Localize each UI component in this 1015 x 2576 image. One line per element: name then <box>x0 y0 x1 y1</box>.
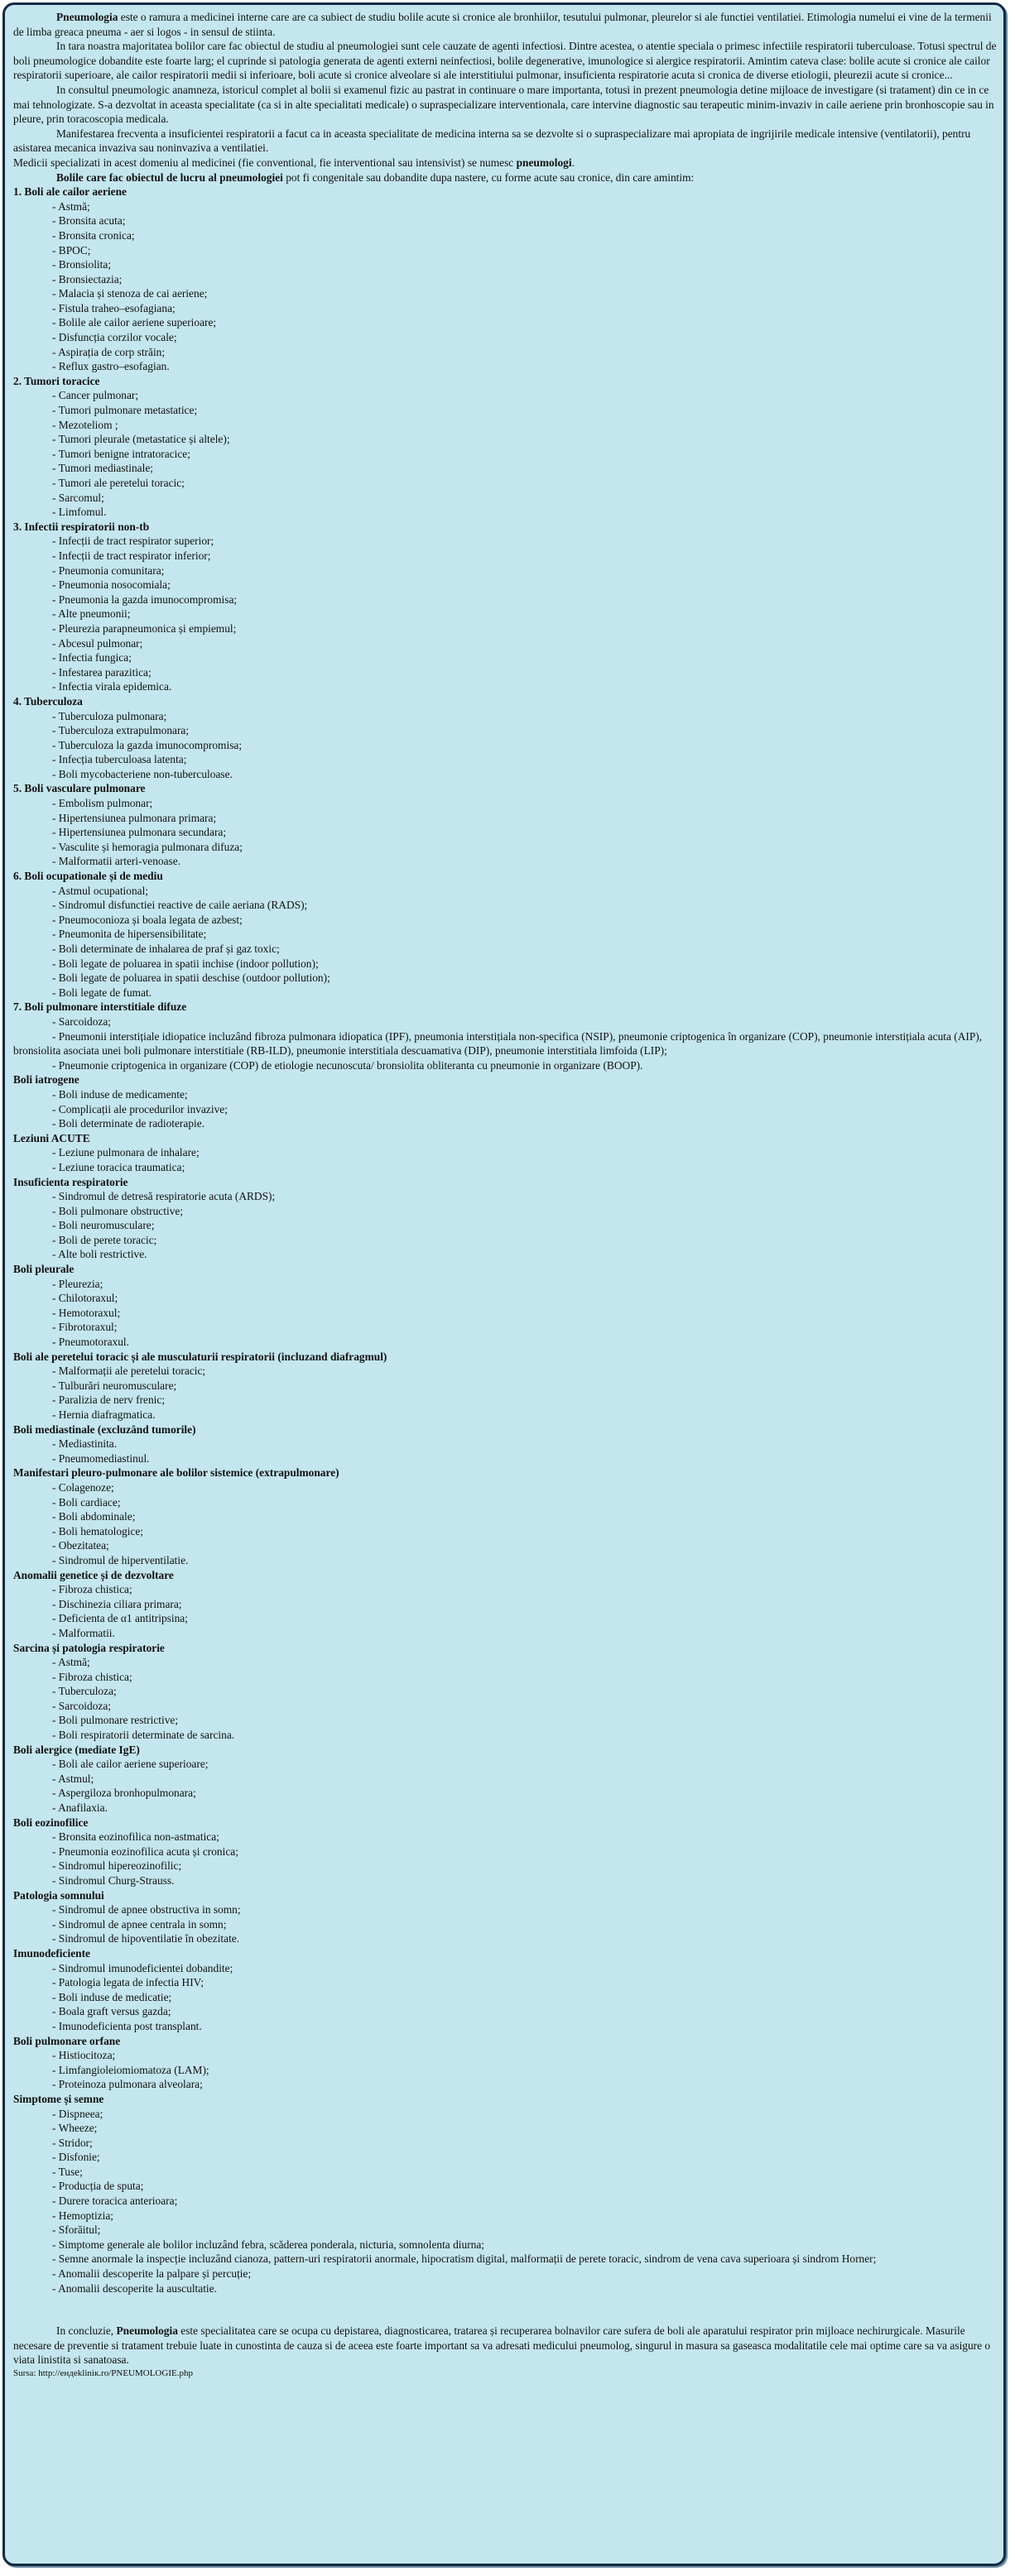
list-item: - Tumori pleurale (metastatice și altele); <box>52 433 230 446</box>
list-item: - Proteinoza pulmonara alveolara; <box>52 2078 203 2091</box>
disease-section <box>13 1888 997 1946</box>
intro-paragraph-4: Manifestarea frecventa a insuficientei respiratorii a facut ca in aceasta specialitate de medicina interna sa se dezvolte si o supraspecializare mai apropiata de ingrijirile medicale intensive (ventilatorii), pentru asistarea mecanica invaziva sau noninvaziva a ventilatiei. <box>13 127 971 155</box>
list-item: - Boli pulmonare restrictive; <box>52 1714 179 1727</box>
section-heading: Boli iatrogene <box>13 1073 79 1087</box>
list-item: - Sindromul de apnee centrala in somn; <box>52 1917 227 1931</box>
intro-paragraph-6 <box>13 170 997 185</box>
list-item: - Reflux gastro–esofagian. <box>52 360 170 373</box>
list-item: - Fibroza chistica; <box>52 1670 132 1683</box>
disease-list <box>13 1480 997 1568</box>
list-item: - Anafilaxia. <box>52 1801 108 1815</box>
list-item: - Alte boli restrictive. <box>52 1248 147 1261</box>
disease-section <box>13 1422 997 1466</box>
list-item: - Malformatii. <box>52 1626 115 1639</box>
intro-paragraph-1 <box>13 10 997 39</box>
list-item: - Boli neuromusculare; <box>52 1219 155 1232</box>
list-item: - Boli ale cailor aeriene superioare; <box>52 1758 209 1771</box>
disease-list <box>13 1277 997 1350</box>
disease-section <box>13 374 997 520</box>
list-item: - Fibrotoraxul; <box>52 1321 118 1334</box>
disease-list <box>13 1757 997 1815</box>
disease-list <box>13 884 997 1000</box>
list-item: - Astmă; <box>52 199 90 213</box>
list-item: - Boli determinate de radioterapie. <box>52 1117 205 1130</box>
list-item: - Imunodeficienta post transplant. <box>52 2019 202 2032</box>
list-item: - Anomalii descoperite la auscultatie. <box>52 2281 217 2295</box>
list-item: - Complicații ale procedurilor invazive; <box>52 1102 228 1115</box>
disease-section <box>13 1816 997 1888</box>
list-item: - Hemoptizia; <box>52 2209 113 2222</box>
intro-paragraph-3: In consultul pneumologic anamneza, istoricul complet al bolii si examenul fizic au pastrat in continuare o mare importanta, totusi in prezent pneumologia detine mijloace de investigare (si tratament) din ce in ce mai tehnologizate. S-a dezvoltat in aceasta specialitate (ca si in alte specialitati medicale) o supraspecializare interventionala, care intervine diagnostic sau terapeutic minim-invaziv in caile aeriene prin bronhoscopie sau in pleure, prin toracoscopia medicala. <box>13 83 994 126</box>
list-item: - Infectia fungica; <box>52 651 132 664</box>
list-item: - Infecția tuberculoasa latenta; <box>52 753 187 766</box>
section-heading: Manifestari pleuro-pulmonare ale bolilor sistemice (extrapulmonare) <box>13 1466 339 1480</box>
intro-text-1: este o ramura a medicinei interne care are ca subiect de studiu bolile acute si cronice ale bronhiilor, tesutului pulmonar, pleurelor si ale functiei ventilatiei. Etimologia numelui ei vine de la termenii de limba greaca pneuma - aer si logos - in sensul de stiinta. <box>13 11 992 38</box>
list-item: - Boli induse de medicamente; <box>52 1087 188 1101</box>
diseases-lead-in: Bolile care fac obiectul de lucru al pneumologiei <box>56 170 283 184</box>
disease-list <box>13 709 997 782</box>
list-item: - Infestarea parazitica; <box>52 665 152 679</box>
list-item: - Tumori pulmonare metastatice; <box>52 404 198 417</box>
disease-section <box>13 1946 997 2034</box>
list-item: - Tulburări neuromusculare; <box>52 1379 177 1392</box>
section-heading: 1. Boli ale cailor aeriene <box>13 185 127 199</box>
list-item: - Sindromul de hiperventilatie. <box>52 1553 189 1566</box>
list-item: - Boli respiratorii determinate de sarcina. <box>52 1729 235 1742</box>
section-heading: Imunodeficiente <box>13 1946 90 1960</box>
disease-section <box>13 1131 997 1175</box>
term-pneumologi: pneumologi <box>516 156 572 169</box>
disease-list <box>13 2107 997 2296</box>
list-item: - Limfomul. <box>52 506 107 519</box>
list-item: - Boala graft versus gazda; <box>52 2005 171 2018</box>
section-heading: Boli pulmonare orfane <box>13 2034 121 2047</box>
section-heading: Simptome și semne <box>13 2092 104 2105</box>
section-heading: Boli pleurale <box>13 1263 75 1276</box>
section-heading: Boli ale peretelui toracic și ale musculaturii respiratorii (incluzand diafragmul) <box>13 1350 387 1363</box>
intro-paragraph-2: In tara noastra majoritatea bolilor care fac obiectul de studiu al pneumologiei sunt cele cauzate de agenti infectiosi. Dintre acestea, o atentie speciala o primesc infectiile respiratorii tuberculoase. Totusi spectrul de boli pneumologice dobandite este foarte larg; el cuprinde si patologia generata de agenti externi neinfectiosi, bolile degenerative, imunologice si alergice respiratorii. Amintim cateva clase: bolile acute si cronice ale cailor respiratorii superioare, ale cailor respiratorii medii si inferioare, boli acute si cronice alveolare si ale interstitiului pulmonar, insuficienta respiratorie acuta si cronica de diverse etiologii, pleurezii acute si cronice... <box>13 40 997 82</box>
disease-list <box>13 1655 997 1743</box>
list-item: - Vasculite și hemoragia pulmonara difuza; <box>52 840 243 853</box>
disease-list <box>13 1830 997 1888</box>
list-item: - Boli de perete toracic; <box>52 1233 157 1246</box>
disease-section <box>13 1465 997 1567</box>
list-item: - Aspirația de corp străin; <box>52 345 166 358</box>
list-item: - Mezoteliom ; <box>52 418 118 431</box>
list-item: - Bronsita acuta; <box>52 214 126 228</box>
list-item: - Malacia și stenoza de cai aeriene; <box>52 287 208 300</box>
disease-list <box>13 1582 997 1640</box>
list-item: - Tumori benigne intratoracice; <box>52 447 190 460</box>
disease-list <box>13 2048 997 2092</box>
list-item: - Wheeze; <box>52 2122 98 2135</box>
list-item: - Histiocitoza; <box>52 2049 116 2062</box>
list-item: - Bolile ale cailor aeriene superioare; <box>52 316 217 329</box>
list-item: - Tuberculoza la gazda imunocompromisa; <box>52 738 243 751</box>
list-item: - Malformații ale peretelui toracic; <box>52 1365 206 1378</box>
list-item: - Pneumonia eozinofilica acuta și cronica; <box>52 1844 238 1858</box>
disease-list <box>13 1902 997 1946</box>
list-item: - Pneumonia nosocomiala; <box>52 578 171 592</box>
list-item: - Boli abdominale; <box>52 1510 136 1523</box>
list-item: - Simptome generale ale bolilor incluzând febra, scăderea ponderala, nicturia, somnolenta diurna; <box>52 2238 485 2251</box>
list-item: - Boli hematologice; <box>52 1524 144 1537</box>
list-item: - Hipertensiunea pulmonara secundara; <box>52 826 227 839</box>
disease-section <box>13 520 997 694</box>
list-item: - Tuse; <box>52 2165 83 2178</box>
disease-list <box>13 388 997 519</box>
list-item: - Pleurezia parapneumonica și empiemul; <box>52 621 237 635</box>
list-item: - Fibroza chistica; <box>52 1583 132 1596</box>
list-item: - Boli mycobacteriene non-tuberculoase. <box>52 767 233 780</box>
list-item: - Disfonie; <box>52 2151 100 2164</box>
list-item: - Boli determinate de inhalarea de praf și gaz toxic; <box>52 943 280 955</box>
disease-section <box>13 1072 997 1130</box>
list-item: - Pneumonia comunitara; <box>52 564 165 577</box>
list-item: - Infecții de tract respirator superior; <box>52 535 214 548</box>
list-item: - Pneumonita de hipersensibilitate; <box>52 928 207 941</box>
disease-section <box>13 185 997 374</box>
section-heading: Boli mediastinale (excluzând tumorile) <box>13 1422 196 1436</box>
term-pneumologia-conclusion: Pneumologia <box>116 2324 178 2338</box>
section-heading: 7. Boli pulmonare interstitiale difuze <box>13 1000 187 1014</box>
list-item: - Boli legate de poluarea in spatii deschise (outdoor pollution); <box>52 971 330 985</box>
conclusion-text-start: In concluzie, <box>56 2324 117 2338</box>
disease-list <box>13 1087 997 1131</box>
section-heading: Insuficienta respiratorie <box>13 1175 128 1188</box>
disease-list <box>13 534 997 694</box>
section-heading: 3. Infectii respiratorii non-tb <box>13 520 150 533</box>
list-item: - Embolism pulmonar; <box>52 797 153 810</box>
list-item: - Pneumomediastinul. <box>52 1451 150 1465</box>
list-item: - Pneumotoraxul. <box>52 1336 129 1349</box>
section-heading: Anomalii genetice și de dezvoltare <box>13 1568 174 1581</box>
disease-section <box>13 694 997 782</box>
list-item: - Tumori ale peretelui toracic; <box>52 477 185 489</box>
list-item: - Obezitatea; <box>52 1539 109 1552</box>
disease-section <box>13 869 997 1000</box>
list-item: - Tumori mediastinale; <box>52 462 153 475</box>
list-item: - Pleurezia; <box>52 1277 103 1290</box>
list-item: - Astmul; <box>52 1772 94 1785</box>
disease-section <box>13 1000 997 1072</box>
list-item: - Sindromul disfunctiei reactive de caile aeriana (RADS); <box>52 899 308 912</box>
disease-section <box>13 2034 997 2092</box>
list-item: - Sindromul de detresă respiratorie acuta (ARDS); <box>52 1190 276 1203</box>
list-item: - Sarcoidoza; <box>52 1699 112 1712</box>
list-item: - Producția de sputa; <box>52 2180 144 2193</box>
disease-list <box>13 1189 997 1262</box>
disease-section <box>13 2092 997 2295</box>
disease-list <box>13 1961 997 2034</box>
disease-section <box>13 1743 997 1816</box>
list-item: - Semne anormale la inspecție incluzând cianoza, pattern-uri respiratorii anormale, hipocratism digital, malformații de perete toracic, sindrom de vena cava superioara și sindrom Horner; <box>52 2252 877 2266</box>
list-item: - Durere toracica anterioara; <box>52 2195 178 2208</box>
list-item: - Bronsita eozinofilica non-astmatica; <box>52 1830 219 1844</box>
disease-section <box>13 1175 997 1263</box>
list-item: - Sforăitul; <box>52 2223 101 2237</box>
section-heading: Boli eozinofilice <box>13 1816 89 1829</box>
disease-list <box>13 1437 997 1465</box>
intro-text-6: pot fi congenitale sau dobandite dupa nastere, cu forme acute sau cronice, din care amintim: <box>282 170 695 184</box>
spacer <box>13 2295 997 2324</box>
list-item: - Sindromul Churg-Strauss. <box>52 1874 175 1887</box>
list-item: - Hipertensiunea pulmonara primara; <box>52 811 217 824</box>
list-item: - Sindromul imunodeficientei dobandite; <box>52 1961 233 1974</box>
list-item: - Deficienta de α1 antitripsina; <box>52 1612 188 1625</box>
list-item: - Pneumoconioza și boala legata de azbest; <box>52 913 243 926</box>
disease-section <box>13 1350 997 1422</box>
list-item: - BPOC; <box>52 243 91 257</box>
list-item: - Pneumonie criptogenica in organizare (COP) de etiologie necunoscuta/ bronsiolita obliteranta cu pneumonie in organizare (BOOP). <box>52 1058 643 1072</box>
disease-list <box>13 199 997 374</box>
list-item: - Sarcoidoza; <box>52 1015 112 1028</box>
list-item: - Astmă; <box>52 1656 90 1669</box>
list-item: - Sarcomul; <box>52 491 104 504</box>
section-heading: 5. Boli vasculare pulmonare <box>13 782 146 795</box>
intro-text-5-end: . <box>571 156 575 169</box>
disease-list <box>13 1015 997 1072</box>
list-item: - Chilotoraxul; <box>52 1292 118 1305</box>
section-heading: Boli alergice (mediate IgE) <box>13 1743 140 1756</box>
list-item: - Leziune pulmonara de inhalare; <box>52 1146 200 1159</box>
list-item: - Cancer pulmonar; <box>52 389 139 402</box>
list-item: - Aspergiloza bronhopulmonara; <box>52 1787 196 1800</box>
list-item: - Bronsita cronica; <box>52 228 135 242</box>
section-heading: 2. Tumori toracice <box>13 374 100 387</box>
list-item: - Dispneea; <box>52 2107 103 2120</box>
list-item: - Malformatii arteri-venoase. <box>52 855 181 868</box>
list-item: - Astmul ocupational; <box>52 884 149 897</box>
list-item: - Leziune toracica traumatica; <box>52 1160 185 1173</box>
list-item: - Patologia legata de infectia HIV; <box>52 1976 204 1989</box>
list-item: - Dischinezia ciliara primara; <box>52 1597 182 1610</box>
list-item: - Infecții de tract respirator inferior; <box>52 549 211 562</box>
list-item: - Bronsiolita; <box>52 258 112 271</box>
list-item: - Boli induse de medicatie; <box>52 1990 172 2003</box>
section-heading: 4. Tuberculoza <box>13 694 83 708</box>
list-item: - Boli pulmonare obstructive; <box>52 1204 184 1217</box>
list-item: - Alte pneumonii; <box>52 607 131 621</box>
list-item: - Colagenoze; <box>52 1480 114 1494</box>
list-item: - Anomalii descoperite la palpare și percuție; <box>52 2267 252 2281</box>
disease-list <box>13 1364 997 1422</box>
list-item: - Bronsiectazia; <box>52 272 123 285</box>
list-item: - Sindromul de hipoventilatie în obezitate. <box>52 1932 240 1945</box>
list-item: - Tuberculoza extrapulmonara; <box>52 724 190 737</box>
list-item: - Mediastinita. <box>52 1437 118 1451</box>
list-item: - Fistula traheo–esofagiana; <box>52 301 176 314</box>
list-item: - Boli cardiace; <box>52 1495 121 1509</box>
list-item: - Hemotoraxul; <box>52 1306 121 1319</box>
list-item: - Boli legate de fumat. <box>52 986 152 999</box>
list-item: - Disfuncția corzilor vocale; <box>52 331 177 344</box>
term-pneumologia: Pneumologia <box>56 11 118 23</box>
article-panel <box>2 2 1006 2566</box>
section-heading: Leziuni ACUTE <box>13 1131 90 1144</box>
list-item: - Abcesul pulmonar; <box>52 636 143 650</box>
list-item: - Pneumonii interstițiale idiopatice incluzând fibroza pulmonara idiopatica (IPF), pneumonia interstițiala non-specifica (NSIP), pneumonie criptogenica în organizare (COP), pneumonie interstițiala acuta (AIP), bronsiolita asociata unei boli pulmonare interstitiale (RB-ILD), pneumonie interstitiala descuamativa (DIP), pneumonie interstitiala limfoida (LIP); <box>13 1029 983 1058</box>
intro-text-5: Medicii specializati in acest domeniu al medicinei (fie conventional, fie interventional sau intensivist) se numesc <box>13 156 517 169</box>
list-item: - Pneumonia la gazda imunocompromisa; <box>52 592 238 606</box>
list-item: - Tuberculoza pulmonara; <box>52 709 167 722</box>
list-item: - Sindromul hipereozinofilic; <box>52 1859 182 1873</box>
section-heading: Sarcina și patologia respiratorie <box>13 1641 165 1654</box>
intro-paragraph-5 <box>13 156 997 170</box>
list-item: - Paralizia de nerv frenic; <box>52 1394 166 1407</box>
list-item: - Limfangioleiomiomatoza (LAM); <box>52 2063 209 2076</box>
disease-section <box>13 781 997 869</box>
list-item: - Stridor; <box>52 2136 93 2149</box>
list-item: - Boli legate de poluarea in spatii inchise (indoor pollution); <box>52 957 319 970</box>
disease-list <box>13 796 997 869</box>
list-item: - Tuberculoza; <box>52 1685 117 1698</box>
conclusion-text: este specialitatea care se ocupa cu depistarea, diagnosticarea, tratarea și recuperarea bolnavilor care sufera de boli ale aparatului respirator prin mijloace nechirurgicale. Masurile necesare de preventie si tratament trebuie luate in cunostinta de cauza si de aceea este foarte important sa va adresati medicului pneumolog, singurul in masura sa gaseasca modalitatile cele mai optime care sa va asigure o viata linistita si sanatoasa. <box>13 2324 991 2367</box>
source-link[interactable]: Sursa: http://ендekliniк.ro/PNEUMOLOGIE.php <box>13 2368 193 2378</box>
disease-section <box>13 1262 997 1350</box>
section-heading: 6. Boli ocupationale și de mediu <box>13 870 163 883</box>
list-item: - Infectia virala epidemica. <box>52 680 172 693</box>
disease-section <box>13 1568 997 1641</box>
list-item: - Hernia diafragmatica. <box>52 1408 156 1421</box>
list-item: - Sindromul de apnee obstructiva in somn; <box>52 1903 241 1916</box>
conclusion-paragraph <box>13 2324 997 2367</box>
disease-list <box>13 1145 997 1174</box>
disease-sections <box>13 185 997 2295</box>
disease-section <box>13 1641 997 1743</box>
section-heading: Patologia somnului <box>13 1888 104 1902</box>
